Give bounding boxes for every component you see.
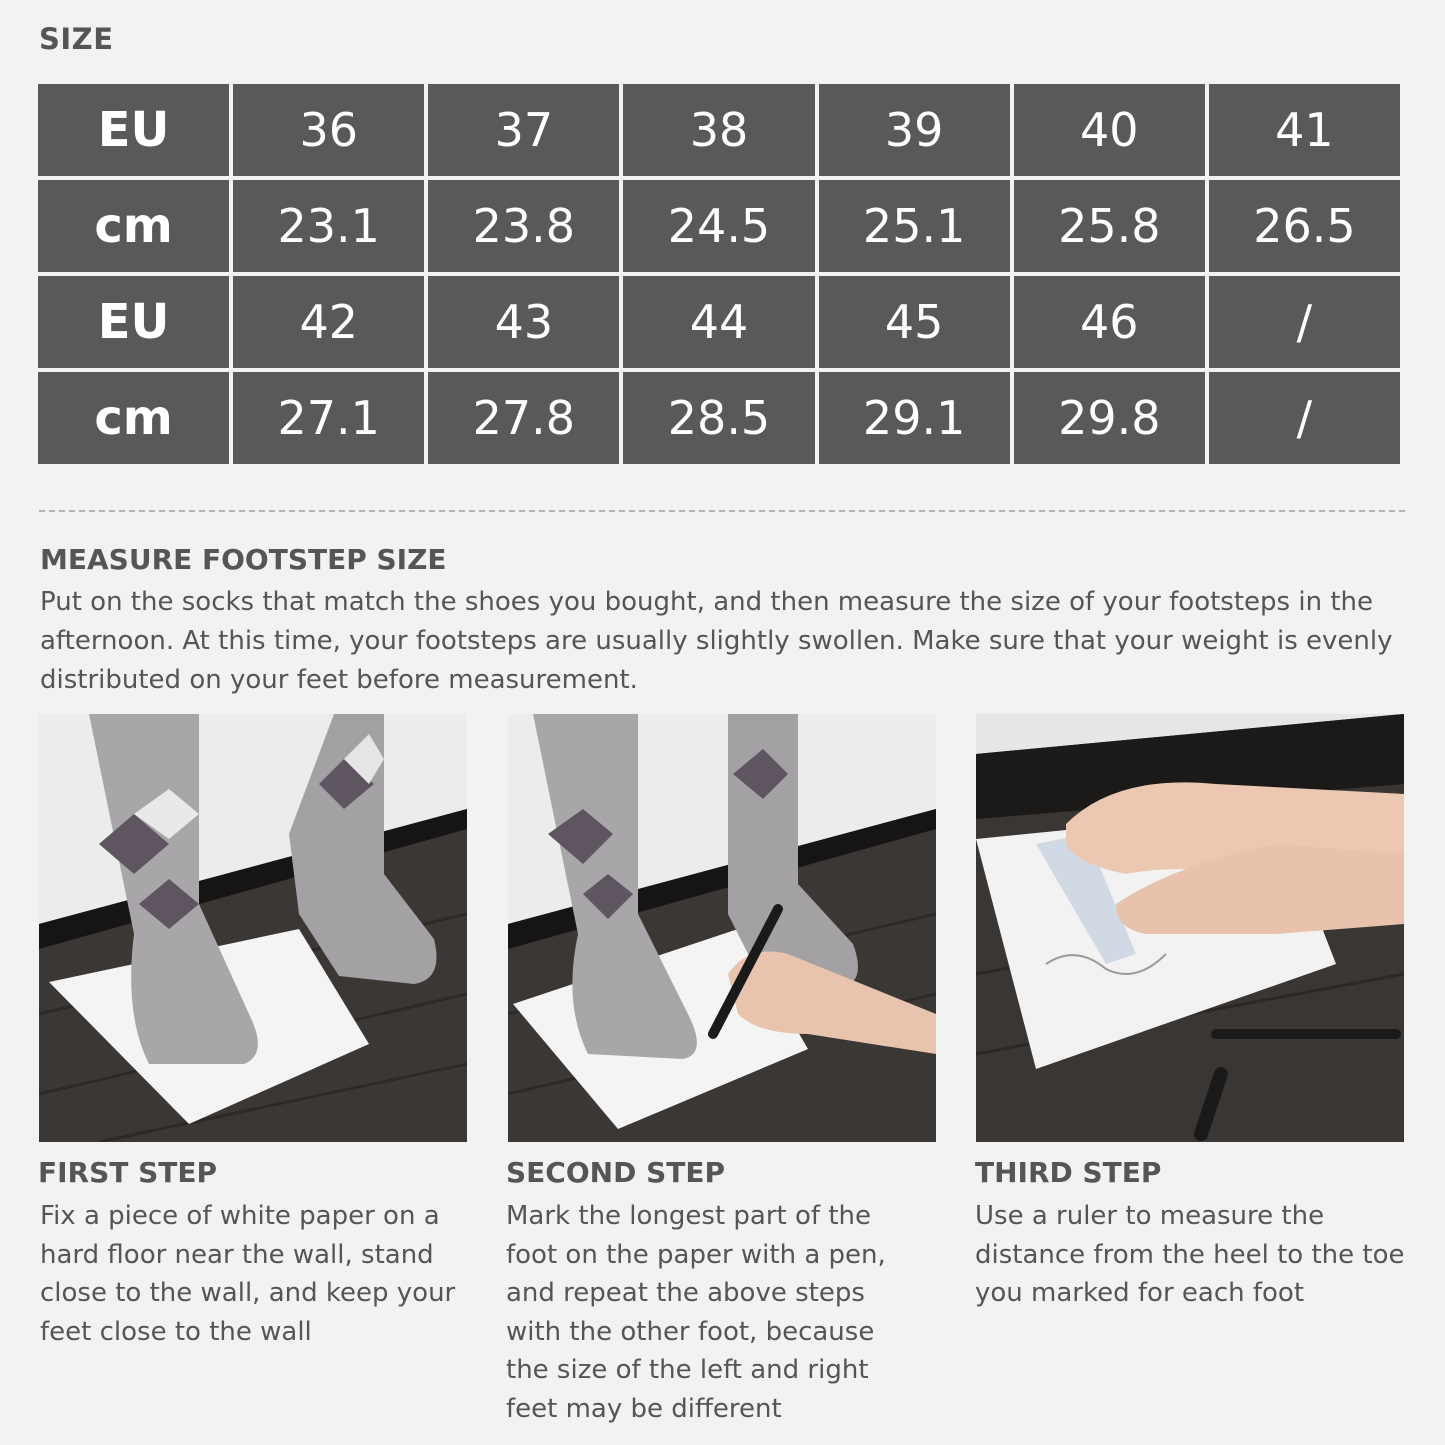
table-cell: 40 xyxy=(1014,84,1205,176)
table-row xyxy=(38,276,1400,368)
first-step-text: Fix a piece of white paper on a hard floor near the wall, stand close to the wall, and keep your feet close to the wall xyxy=(40,1201,456,1347)
table-cell: 23.1 xyxy=(233,180,424,272)
dashed-divider xyxy=(39,510,1405,512)
table-cell: 44 xyxy=(623,276,814,368)
row-label: EU xyxy=(38,276,229,368)
table-cell: 27.1 xyxy=(233,372,424,464)
table-cell: 36 xyxy=(233,84,424,176)
table-cell: 24.5 xyxy=(623,180,814,272)
table-cell: 26.5 xyxy=(1209,180,1400,272)
size-chart-table xyxy=(34,80,1404,468)
table-cell: 37 xyxy=(428,84,619,176)
table-row xyxy=(38,180,1400,272)
table-cell: 43 xyxy=(428,276,619,368)
measure-heading: MEASURE FOOTSTEP SIZE xyxy=(40,543,447,576)
table-cell: 45 xyxy=(819,276,1010,368)
table-cell: 27.8 xyxy=(428,372,619,464)
table-row xyxy=(38,372,1400,464)
table-cell: 39 xyxy=(819,84,1010,176)
measure-description: Put on the socks that match the shoes you bought, and then measure the size of your footsteps in the afternoon. At this time, your footsteps are usually slightly swollen. Make sure that your weight is evenly distributed on your feet before measurement. xyxy=(40,587,1393,695)
third-step-text: Use a ruler to measure the distance from the heel to the toe you marked for each foot xyxy=(975,1201,1405,1308)
table-cell: 29.8 xyxy=(1014,372,1205,464)
row-label: cm xyxy=(38,180,229,272)
table-cell: 46 xyxy=(1014,276,1205,368)
second-step-text: Mark the longest part of the foot on the paper with a pen, and repeat the above steps with the other foot, because the size of the left and right feet may be different xyxy=(506,1201,886,1424)
table-cell: 42 xyxy=(233,276,424,368)
table-cell: 23.8 xyxy=(428,180,619,272)
table-cell: 29.1 xyxy=(819,372,1010,464)
table-cell: 25.1 xyxy=(819,180,1010,272)
table-cell: / xyxy=(1209,372,1400,464)
first-step-photo xyxy=(39,714,467,1142)
third-step-title: THIRD STEP xyxy=(975,1156,1162,1189)
second-step-title: SECOND STEP xyxy=(506,1156,725,1189)
table-cell: 41 xyxy=(1209,84,1400,176)
table-cell: 38 xyxy=(623,84,814,176)
table-cell: / xyxy=(1209,276,1400,368)
table-row xyxy=(38,84,1400,176)
row-label: EU xyxy=(38,84,229,176)
second-step-photo xyxy=(508,714,936,1142)
table-cell: 25.8 xyxy=(1014,180,1205,272)
table-cell: 28.5 xyxy=(623,372,814,464)
third-step-photo xyxy=(976,714,1404,1142)
size-heading: SIZE xyxy=(39,22,114,56)
first-step-title: FIRST STEP xyxy=(38,1156,218,1189)
row-label: cm xyxy=(38,372,229,464)
